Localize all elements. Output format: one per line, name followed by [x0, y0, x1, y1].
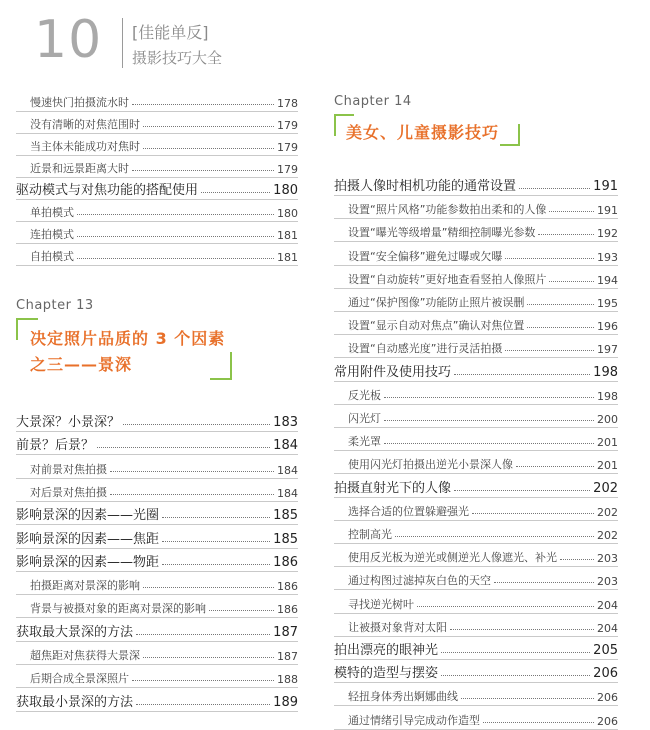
- toc-page-number: 206: [597, 691, 618, 705]
- toc-page-number: 193: [597, 250, 618, 264]
- toc-entry-title: 设置“曝光等级增量”精细控制曝光参数: [348, 226, 536, 240]
- book-title: 摄影技巧大全: [132, 49, 223, 67]
- series-name: [佳能单反]: [132, 23, 209, 42]
- toc-dot-leader: [162, 564, 270, 565]
- toc-entry-title: 后期合成全景深照片: [30, 672, 129, 686]
- chapter-14-label: Chapter 14: [334, 94, 412, 109]
- toc-row-divider: [334, 357, 618, 358]
- toc-page-number: 196: [597, 320, 618, 334]
- toc-dot-leader: [441, 652, 590, 653]
- toc-entry-title: 让被摄对象背对太阳: [348, 620, 447, 634]
- toc-page-number: 191: [597, 204, 618, 218]
- toc-row-divider: [334, 682, 618, 683]
- toc-entry-title: 闪光灯: [348, 412, 381, 425]
- toc-row-divider: [334, 288, 618, 289]
- toc-page-number: 192: [597, 227, 618, 241]
- toc-page-number: 183: [273, 415, 298, 430]
- toc-row-divider: [334, 311, 618, 312]
- toc-entry-title: 前景？后景？: [16, 438, 95, 454]
- toc-entry-title: 连拍模式: [30, 228, 74, 241]
- toc-row-divider: [16, 454, 298, 455]
- toc-dot-leader: [454, 490, 590, 491]
- toc-subsection-entry: [30, 666, 298, 686]
- toc-section-entry: [334, 661, 618, 681]
- toc-row-divider: [16, 617, 298, 618]
- chapter-13-label: Chapter 13: [16, 298, 94, 313]
- toc-dot-leader: [494, 582, 594, 583]
- toc-section-entry: [334, 174, 618, 194]
- toc-section-entry: [16, 690, 298, 710]
- toc-row-divider: [334, 427, 618, 428]
- toc-subsection-entry: [348, 684, 618, 704]
- toc-dot-leader: [201, 192, 270, 193]
- toc-page-number: 194: [597, 273, 618, 287]
- toc-dot-leader: [472, 513, 594, 514]
- toc-subsection-entry: [30, 457, 298, 477]
- chapter-14-frame-br: [500, 124, 520, 146]
- toc-section-entry: [16, 620, 298, 640]
- toc-dot-leader: [209, 610, 274, 611]
- toc-dot-leader: [538, 234, 594, 235]
- toc-dot-leader: [549, 281, 594, 282]
- toc-subsection-entry: [30, 643, 298, 663]
- toc-subsection-entry: [348, 244, 618, 264]
- toc-row-divider: [334, 381, 618, 382]
- toc-row-divider: [334, 705, 618, 706]
- toc-entry-title: 背景与被摄对象的距离对景深的影响: [30, 602, 206, 616]
- toc-row-divider: [334, 659, 618, 660]
- toc-entry-title: 驱动模式与对焦功能的搭配使用: [16, 183, 199, 198]
- toc-page-number: 186: [277, 603, 298, 617]
- toc-entry-title: 自拍模式: [30, 250, 74, 263]
- chapter-13-title-line2: 之三——景深: [30, 355, 133, 374]
- toc-subsection-entry: [30, 480, 298, 500]
- toc-row-divider: [16, 711, 298, 712]
- toc-subsection-entry: [30, 200, 298, 220]
- toc-row-divider: [334, 265, 618, 266]
- toc-page-number: 178: [277, 97, 298, 110]
- toc-page-number: 202: [597, 505, 618, 519]
- toc-row-divider: [16, 571, 298, 572]
- toc-row-divider: [16, 641, 298, 642]
- toc-row-divider: [16, 431, 298, 432]
- toc-page-number: 197: [597, 343, 618, 357]
- toc-page-number: 180: [273, 183, 298, 198]
- toc-page-number: 206: [597, 714, 618, 728]
- toc-dot-leader: [505, 258, 594, 259]
- toc-subsection-entry: [348, 452, 618, 472]
- toc-page-number: 184: [273, 438, 298, 454]
- toc-dot-leader: [454, 374, 590, 375]
- toc-dot-leader: [549, 211, 594, 212]
- toc-subsection-entry: [348, 615, 618, 635]
- toc-page-number: 198: [597, 389, 618, 403]
- toc-dot-leader: [483, 722, 594, 723]
- toc-page-number: 179: [277, 119, 298, 132]
- toc-page-number: 184: [277, 486, 298, 500]
- toc-dot-leader: [143, 126, 274, 127]
- toc-entry-title: 反光板: [348, 388, 381, 402]
- toc-dot-leader: [441, 675, 590, 676]
- toc-page-number: 202: [597, 529, 618, 542]
- toc-entry-title: 柔光罩: [348, 435, 381, 449]
- toc-page-number: 195: [597, 297, 618, 310]
- toc-entry-title: 对前景对焦拍摄: [30, 462, 107, 476]
- toc-row-divider: [334, 195, 618, 196]
- toc-subsection-entry: [348, 545, 618, 565]
- toc-entry-title: 常用附件及使用技巧: [334, 364, 452, 380]
- toc-row-divider: [334, 636, 618, 637]
- toc-page-number: 189: [273, 694, 298, 710]
- toc-row-divider: [334, 613, 618, 614]
- toc-page-number: 179: [277, 163, 298, 176]
- toc-entry-title: 通过情绪引导完成动作造型: [348, 713, 480, 727]
- toc-dot-leader: [384, 397, 594, 398]
- toc-page-number: 186: [277, 580, 298, 594]
- toc-section-entry: [334, 360, 618, 380]
- toc-page-number: 184: [277, 463, 298, 477]
- toc-section-entry: [334, 476, 618, 496]
- toc-dot-leader: [77, 258, 274, 259]
- toc-dot-leader: [461, 698, 594, 699]
- toc-row-divider: [334, 729, 618, 730]
- toc-row-divider: [16, 501, 298, 502]
- toc-page-number: 181: [277, 251, 298, 264]
- toc-entry-title: 通过构图过滤掉灰白色的天空: [348, 574, 491, 588]
- toc-page-number: 204: [597, 621, 618, 635]
- toc-entry-title: 模特的造型与摆姿: [334, 666, 439, 682]
- toc-subsection-entry: [30, 244, 298, 264]
- toc-page-number: 201: [597, 459, 618, 473]
- toc-subsection-entry: [30, 156, 298, 176]
- toc-section-entry: [334, 638, 618, 658]
- toc-dot-leader: [384, 420, 594, 421]
- toc-page-number: 187: [273, 624, 298, 640]
- toc-dot-leader: [162, 541, 270, 542]
- toc-row-divider: [16, 524, 298, 525]
- toc-subsection-entry: [30, 112, 298, 132]
- toc-entry-title: 设置“安全偏移”避免过曝或欠曝: [348, 249, 503, 263]
- toc-page-number: 198: [593, 364, 618, 380]
- toc-page-number: 188: [277, 673, 298, 687]
- toc-row-divider: [16, 687, 298, 688]
- toc-entry-title: 拍摄人像时相机功能的通常设置: [334, 179, 517, 194]
- chapter-14-title: 美女、儿童摄影技巧: [346, 123, 500, 142]
- toc-row-divider: [16, 478, 298, 479]
- toc-section-entry: [16, 433, 298, 453]
- toc-page-number: 202: [593, 480, 618, 496]
- toc-subsection-entry: [348, 197, 618, 217]
- toc-entry-title: 超焦距对焦获得大景深: [30, 649, 140, 662]
- toc-dot-leader: [143, 148, 274, 149]
- toc-dot-leader: [110, 494, 274, 495]
- toc-entry-title: 近景和远景距离大时: [30, 162, 129, 175]
- toc-dot-leader: [143, 587, 274, 588]
- toc-entry-title: 拍出漂亮的眼神光: [334, 643, 439, 658]
- toc-row-divider: [334, 241, 618, 242]
- toc-page-number: 191: [593, 179, 618, 194]
- toc-section-entry: [16, 178, 298, 198]
- toc-page-number: 181: [277, 229, 298, 242]
- chapter-13-title-line1: 决定照片品质的 3 个因素: [30, 329, 226, 348]
- toc-entry-title: 设置“自动感光度”进行灵活拍摄: [348, 342, 503, 356]
- toc-entry-title: 影响景深的因素——物距: [16, 554, 160, 570]
- toc-row-divider: [16, 548, 298, 549]
- toc-section-entry: [16, 503, 298, 523]
- toc-entry-title: 拍摄距离对景深的影响: [30, 579, 140, 593]
- toc-row-divider: [334, 404, 618, 405]
- toc-dot-leader: [519, 188, 590, 189]
- toc-page-number: 203: [597, 575, 618, 589]
- toc-subsection-entry: [30, 134, 298, 154]
- toc-entry-title: 设置“自动旋转”更好地查看竖拍人像照片: [348, 272, 547, 286]
- toc-page-number: 204: [597, 598, 618, 612]
- toc-dot-leader: [560, 559, 594, 560]
- toc-subsection-entry: [348, 220, 618, 240]
- toc-entry-title: 通过“保护图像”功能防止照片被误删: [348, 296, 525, 309]
- toc-dot-leader: [77, 236, 274, 237]
- toc-page-number: 206: [593, 666, 618, 682]
- toc-dot-leader: [77, 214, 274, 215]
- toc-dot-leader: [505, 350, 594, 351]
- toc-row-divider: [16, 664, 298, 665]
- toc-entry-title: 控制高光: [348, 528, 392, 541]
- toc-dot-leader: [123, 424, 270, 425]
- toc-entry-title: 获取最大景深的方法: [16, 624, 134, 640]
- toc-page-number: 186: [273, 554, 298, 570]
- toc-row-divider: [334, 473, 618, 474]
- toc-subsection-entry: [348, 406, 618, 426]
- toc-page-number: 201: [597, 436, 618, 450]
- toc-section-entry: [16, 410, 298, 430]
- toc-page-number: 185: [273, 508, 298, 524]
- toc-subsection-entry: [348, 383, 618, 403]
- toc-row-divider: [334, 520, 618, 521]
- toc-row-divider: [334, 566, 618, 567]
- toc-page-number: 180: [277, 207, 298, 220]
- toc-subsection-entry: [348, 290, 618, 310]
- toc-entry-title: 大景深？小景深？: [16, 415, 121, 430]
- toc-entry-title: 设置“照片风格”功能参数拍出柔和的人像: [348, 203, 547, 217]
- toc-dot-leader: [110, 471, 274, 472]
- toc-entry-title: 使用闪光灯拍摄出逆光小景深人像: [348, 458, 513, 472]
- toc-subsection-entry: [348, 267, 618, 287]
- toc-entry-title: 获取最小景深的方法: [16, 694, 134, 710]
- toc-row-divider: [334, 543, 618, 544]
- toc-dot-leader: [136, 634, 270, 635]
- toc-subsection-entry: [30, 573, 298, 593]
- toc-row-divider: [334, 334, 618, 335]
- toc-dot-leader: [97, 447, 270, 448]
- toc-dot-leader: [384, 443, 594, 444]
- toc-row-divider: [16, 594, 298, 595]
- toc-subsection-entry: [348, 429, 618, 449]
- toc-entry-title: 对后景对焦拍摄: [30, 485, 107, 499]
- toc-dot-leader: [395, 536, 594, 537]
- toc-dot-leader: [527, 304, 594, 305]
- toc-subsection-entry: [348, 568, 618, 588]
- chapter-number: 10: [34, 10, 103, 70]
- toc-section-entry: [16, 550, 298, 570]
- toc-dot-leader: [132, 170, 274, 171]
- toc-subsection-entry: [348, 499, 618, 519]
- header-divider: [122, 18, 123, 68]
- toc-dot-leader: [132, 104, 274, 105]
- toc-page-number: 203: [597, 552, 618, 566]
- toc-entry-title: 轻扭身体秀出婀娜曲线: [348, 690, 458, 704]
- toc-page-number: 200: [597, 413, 618, 426]
- toc-dot-leader: [450, 629, 594, 630]
- toc-page-number: 179: [277, 141, 298, 154]
- toc-subsection-entry: [348, 313, 618, 333]
- toc-dot-leader: [143, 657, 274, 658]
- toc-dot-leader: [132, 680, 274, 681]
- toc-entry-title: 影响景深的因素——光圈: [16, 508, 160, 524]
- toc-entry-title: 使用反光板为逆光或侧逆光人像遮光、补光: [348, 551, 557, 565]
- toc-dot-leader: [136, 704, 270, 705]
- toc-entry-title: 当主体未能成功对焦时: [30, 140, 140, 153]
- toc-entry-title: 寻找逆光树叶: [348, 597, 414, 611]
- toc-subsection-entry: [30, 222, 298, 242]
- toc-page-number: 187: [277, 650, 298, 663]
- toc-row-divider: [334, 497, 618, 498]
- toc-subsection-entry: [30, 596, 298, 616]
- toc-subsection-entry: [348, 522, 618, 542]
- toc-entry-title: 拍摄直射光下的人像: [334, 480, 452, 496]
- toc-page-number: 205: [593, 643, 618, 658]
- toc-section-entry: [16, 527, 298, 547]
- toc-dot-leader: [527, 327, 594, 328]
- toc-entry-title: 影响景深的因素——焦距: [16, 531, 160, 547]
- toc-subsection-entry: [30, 90, 298, 110]
- toc-row-divider: [16, 265, 298, 266]
- toc-entry-title: 没有清晰的对焦范围时: [30, 118, 140, 131]
- toc-row-divider: [334, 589, 618, 590]
- toc-dot-leader: [162, 517, 270, 518]
- toc-entry-title: 选择合适的位置躲避强光: [348, 504, 469, 518]
- toc-entry-title: 慢速快门拍摄流水时: [30, 96, 129, 109]
- toc-subsection-entry: [348, 592, 618, 612]
- toc-row-divider: [334, 450, 618, 451]
- toc-entry-title: 单拍模式: [30, 206, 74, 219]
- chapter-13-frame-br: [210, 352, 232, 380]
- toc-row-divider: [334, 218, 618, 219]
- toc-subsection-entry: [348, 336, 618, 356]
- toc-page-number: 185: [273, 531, 298, 547]
- toc-dot-leader: [417, 606, 594, 607]
- toc-dot-leader: [516, 466, 594, 467]
- toc-entry-title: 设置“显示自动对焦点”确认对焦位置: [348, 319, 525, 333]
